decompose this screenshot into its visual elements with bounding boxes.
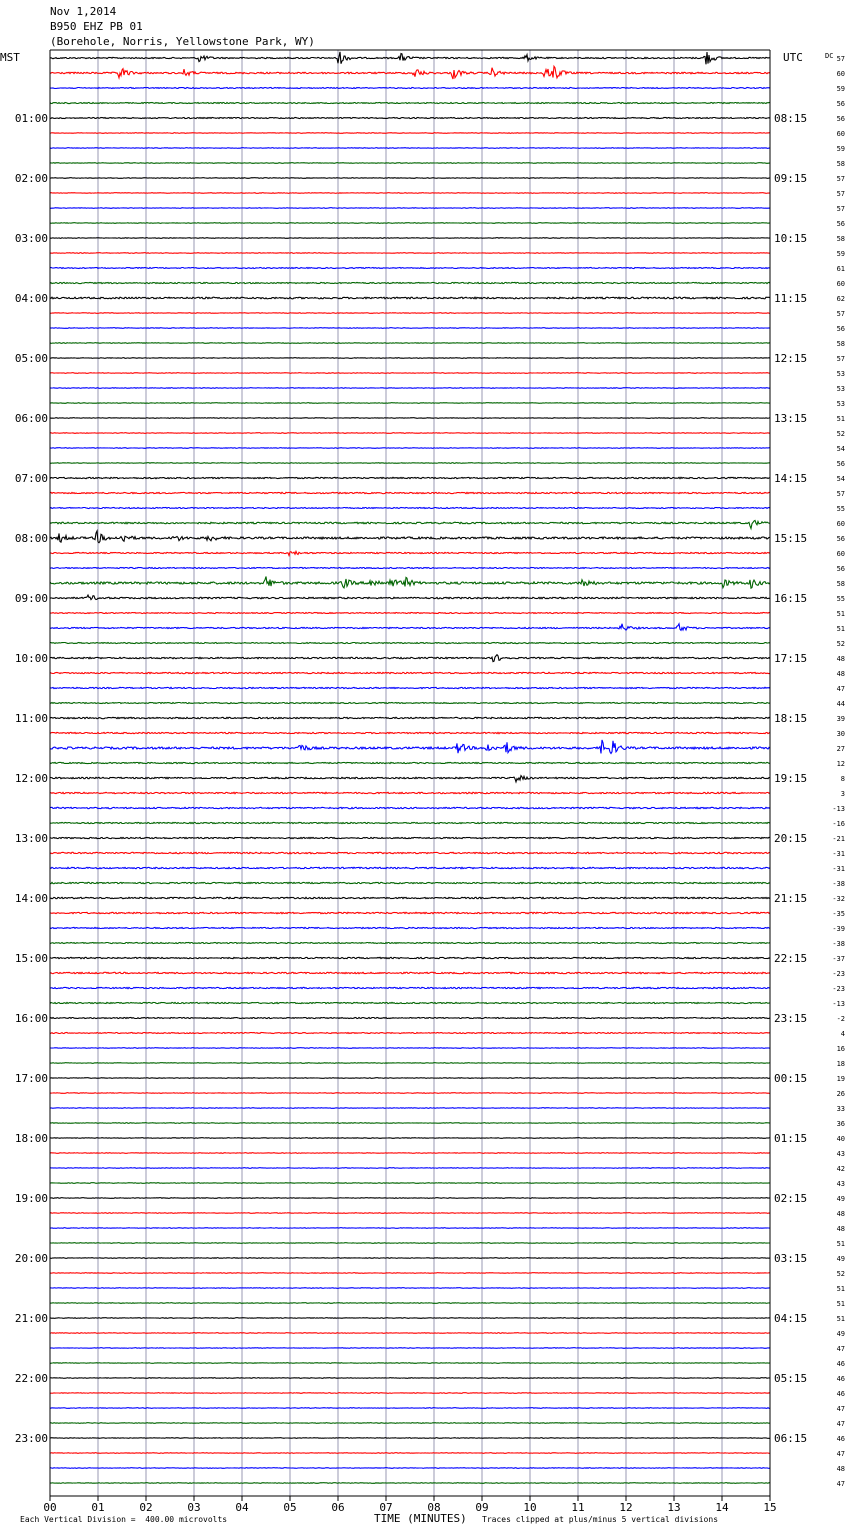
seismic-trace (50, 313, 770, 314)
dc-offset-value: 46 (836, 1375, 845, 1383)
utc-hour-label: 21:15 (774, 892, 808, 905)
mst-hour-label: 07:00 (14, 472, 48, 485)
seismic-trace (50, 624, 770, 631)
x-tick-label: 02 (139, 1501, 153, 1514)
header-station: B950 EHZ PB 01 (50, 20, 143, 33)
chart-frame (50, 50, 770, 1496)
dc-offset-value: 54 (836, 475, 845, 483)
seismic-trace (50, 807, 770, 808)
mst-axis-label: MST (0, 51, 20, 64)
dc-offset-value: 48 (836, 670, 845, 678)
dc-offset-value: 47 (836, 1420, 845, 1428)
seismic-trace (50, 577, 770, 589)
mst-hour-label: 05:00 (14, 352, 48, 365)
dc-offset-value: 57 (836, 355, 845, 363)
dc-offset-value: 8 (840, 775, 845, 783)
dc-offset-value: 53 (836, 400, 845, 408)
seismic-trace (50, 972, 770, 973)
seismic-trace (50, 268, 770, 269)
seismic-trace (50, 1002, 770, 1003)
utc-hour-label: 13:15 (774, 412, 808, 425)
dc-offset-value: 47 (836, 685, 845, 693)
dc-offset-value: 46 (836, 1390, 845, 1398)
seismic-trace (50, 1063, 770, 1064)
dc-offset-value: 56 (836, 460, 845, 468)
seismic-trace (50, 66, 770, 79)
dc-offset-value: 48 (836, 1210, 845, 1218)
utc-hour-label: 06:15 (774, 1432, 808, 1445)
seismic-trace (50, 1363, 770, 1364)
seismic-trace (50, 403, 770, 404)
seismic-trace (50, 852, 770, 853)
dc-offset-value: 57 (836, 205, 845, 213)
utc-hour-label: 14:15 (774, 472, 808, 485)
seismic-trace (50, 492, 770, 493)
seismic-trace (50, 740, 770, 754)
seismic-trace (50, 1303, 770, 1304)
seismic-trace (50, 163, 770, 164)
x-tick-label: 10 (523, 1501, 537, 1514)
seismic-trace (50, 822, 770, 823)
seismic-trace (50, 837, 770, 838)
dc-offset-value: 49 (836, 1255, 845, 1263)
dc-offset-value: 40 (836, 1135, 845, 1143)
axis-labels (0, 51, 845, 1514)
x-tick-label: 13 (667, 1501, 681, 1514)
seismic-trace (50, 52, 770, 65)
dc-offset-value: 51 (836, 625, 845, 633)
dc-offset-value: -31 (832, 865, 845, 873)
seismic-trace (50, 238, 770, 239)
utc-hour-label: 05:15 (774, 1372, 808, 1385)
dc-offset-value: 49 (836, 1195, 845, 1203)
seismic-trace (50, 568, 770, 569)
dc-offset-value: 61 (836, 265, 845, 273)
seismic-trace (50, 253, 770, 254)
seismic-trace (50, 643, 770, 644)
utc-hour-label: 22:15 (774, 952, 808, 965)
seismic-trace (50, 912, 770, 913)
x-tick-label: 08 (427, 1501, 441, 1514)
utc-hour-label: 17:15 (774, 652, 808, 665)
dc-offset-value: 56 (836, 565, 845, 573)
dc-offset-value: 60 (836, 280, 845, 288)
utc-hour-label: 02:15 (774, 1192, 808, 1205)
dc-offset-value: 59 (836, 85, 845, 93)
dc-offset-value: 27 (836, 745, 845, 753)
header-location: (Borehole, Norris, Yellowstone Park, WY) (50, 35, 315, 48)
dc-offset-value: 60 (836, 550, 845, 558)
utc-hour-label: 00:15 (774, 1072, 808, 1085)
seismic-trace (50, 1213, 770, 1214)
seismic-trace (50, 178, 770, 179)
mst-hour-label: 20:00 (14, 1252, 48, 1265)
seismic-trace (50, 613, 770, 614)
seismic-trace (50, 208, 770, 209)
seismic-trace (50, 1138, 770, 1139)
dc-offset-value: 55 (836, 595, 845, 603)
trace-group (50, 52, 770, 1484)
seismic-trace (50, 1108, 770, 1109)
seismic-trace (50, 1348, 770, 1349)
dc-offset-value: 3 (840, 790, 845, 798)
dc-offset-value: -38 (832, 880, 845, 888)
seismic-trace (50, 118, 770, 119)
dc-offset-value: 18 (836, 1060, 845, 1068)
dc-offset-value: 36 (836, 1120, 845, 1128)
seismic-trace (50, 388, 770, 389)
seismic-trace (50, 193, 770, 194)
mst-hour-label: 01:00 (14, 112, 48, 125)
dc-offset-value: 49 (836, 1330, 845, 1338)
dc-offset-value: 51 (836, 1240, 845, 1248)
dc-offset-value: 57 (836, 55, 845, 63)
mst-hour-label: 04:00 (14, 292, 48, 305)
mst-hour-label: 15:00 (14, 952, 48, 965)
seismic-trace (50, 1048, 770, 1049)
dc-offset-value: -37 (832, 955, 845, 963)
mst-hour-label: 08:00 (14, 532, 48, 545)
dc-offset-value: 47 (836, 1345, 845, 1353)
dc-offset-value: 19 (836, 1075, 845, 1083)
x-tick-label: 07 (379, 1501, 393, 1514)
seismic-trace (50, 328, 770, 329)
dc-offset-value: 26 (836, 1090, 845, 1098)
utc-hour-label: 09:15 (774, 172, 808, 185)
dc-offset-value: 51 (836, 1315, 845, 1323)
dc-offset-value: 51 (836, 610, 845, 618)
dc-offset-value: 59 (836, 145, 845, 153)
seismic-trace (50, 1183, 770, 1184)
seismic-trace (50, 148, 770, 149)
x-tick-label: 15 (763, 1501, 777, 1514)
dc-offset-value: 58 (836, 160, 845, 168)
dc-offset-value: 51 (836, 1300, 845, 1308)
utc-hour-label: 08:15 (774, 112, 808, 125)
dc-offset-value: 54 (836, 445, 845, 453)
seismic-trace (50, 1453, 770, 1454)
dc-offset-value: 46 (836, 1360, 845, 1368)
mst-hour-label: 09:00 (14, 592, 48, 605)
dc-offset-value: 43 (836, 1150, 845, 1158)
dc-offset-value: 58 (836, 580, 845, 588)
seismic-trace (50, 1273, 770, 1274)
mst-hour-label: 19:00 (14, 1192, 48, 1205)
dc-offset-value: -32 (832, 895, 845, 903)
dc-offset-value: -16 (832, 820, 845, 828)
dc-offset-value: 60 (836, 520, 845, 528)
dc-offset-value: 60 (836, 70, 845, 78)
seismic-trace (50, 373, 770, 374)
dc-offset-value: 52 (836, 640, 845, 648)
seismic-trace (50, 477, 770, 478)
dc-label: DC (825, 52, 834, 60)
dc-offset-value: 48 (836, 1465, 845, 1473)
mst-hour-label: 14:00 (14, 892, 48, 905)
dc-offset-value: 57 (836, 490, 845, 498)
utc-hour-label: 19:15 (774, 772, 808, 785)
dc-offset-value: 48 (836, 1225, 845, 1233)
mst-hour-label: 17:00 (14, 1072, 48, 1085)
seismic-trace (50, 703, 770, 704)
seismic-trace (50, 508, 770, 509)
seismic-trace (50, 358, 770, 359)
seismic-trace (50, 1393, 770, 1394)
seismic-trace (50, 1333, 770, 1334)
x-tick-label: 06 (331, 1501, 345, 1514)
seismic-trace (50, 776, 770, 782)
seismic-trace (50, 1198, 770, 1199)
seismic-trace (50, 448, 770, 449)
mst-hour-label: 22:00 (14, 1372, 48, 1385)
seismic-trace (50, 433, 770, 434)
seismic-trace (50, 343, 770, 344)
dc-offset-value: 12 (836, 760, 845, 768)
seismic-trace (50, 297, 770, 299)
seismic-trace (50, 897, 770, 898)
mst-hour-label: 16:00 (14, 1012, 48, 1025)
dc-offset-value: 55 (836, 505, 845, 513)
seismic-trace (50, 1243, 770, 1244)
seismic-trace (50, 762, 770, 763)
dc-offset-value: 59 (836, 250, 845, 258)
seismic-trace (50, 867, 770, 868)
dc-offset-value: 57 (836, 190, 845, 198)
scale-note: Each Vertical Division = 400.00 microvolts (20, 1515, 228, 1524)
dc-offset-value: -35 (832, 910, 845, 918)
dc-offset-value: -13 (832, 805, 845, 813)
dc-offset-value: 47 (836, 1450, 845, 1458)
seismic-trace (50, 1288, 770, 1289)
mst-hour-label: 06:00 (14, 412, 48, 425)
dc-offset-value: 56 (836, 535, 845, 543)
x-tick-label: 05 (283, 1501, 297, 1514)
seismic-trace (50, 987, 770, 988)
dc-offset-value: 57 (836, 175, 845, 183)
dc-offset-value: 52 (836, 430, 845, 438)
mst-hour-label: 18:00 (14, 1132, 48, 1145)
seismic-trace (50, 531, 770, 543)
x-tick-label: 01 (91, 1501, 105, 1514)
seismic-trace (50, 595, 770, 600)
seismic-trace (50, 1018, 770, 1019)
dc-offset-value: 44 (836, 700, 845, 708)
seismic-trace (50, 223, 770, 224)
seismic-trace (50, 1168, 770, 1169)
dc-offset-value: 30 (836, 730, 845, 738)
seismic-trace (50, 732, 770, 733)
dc-offset-value: -39 (832, 925, 845, 933)
seismic-trace (50, 672, 770, 673)
seismic-trace (50, 1033, 770, 1034)
seismic-trace (50, 1408, 770, 1409)
seismic-trace (50, 1423, 770, 1424)
dc-offset-value: 57 (836, 310, 845, 318)
dc-offset-value: 48 (836, 655, 845, 663)
dc-offset-value: 51 (836, 415, 845, 423)
dc-offset-value: 56 (836, 220, 845, 228)
seismic-trace (50, 1078, 770, 1079)
dc-offset-value: 33 (836, 1105, 845, 1113)
seismic-trace (50, 957, 770, 958)
dc-offset-value: 60 (836, 130, 845, 138)
utc-hour-label: 01:15 (774, 1132, 808, 1145)
dc-offset-value: -2 (836, 1015, 845, 1023)
dc-offset-value: 53 (836, 370, 845, 378)
x-tick-label: 12 (619, 1501, 633, 1514)
mst-hour-label: 03:00 (14, 232, 48, 245)
utc-hour-label: 04:15 (774, 1312, 808, 1325)
mst-hour-label: 13:00 (14, 832, 48, 845)
utc-hour-label: 11:15 (774, 292, 808, 305)
dc-offset-value: 47 (836, 1405, 845, 1413)
dc-offset-value: 16 (836, 1045, 845, 1053)
dc-offset-value: 39 (836, 715, 845, 723)
dc-offset-value: 58 (836, 235, 845, 243)
seismic-trace (50, 943, 770, 944)
mst-hour-label: 12:00 (14, 772, 48, 785)
x-tick-label: 11 (571, 1501, 585, 1514)
seismic-trace (50, 1258, 770, 1259)
seismic-trace (50, 882, 770, 883)
seismic-trace (50, 1123, 770, 1124)
dc-offset-value: -13 (832, 1000, 845, 1008)
utc-hour-label: 03:15 (774, 1252, 808, 1265)
utc-axis-label: UTC (783, 51, 803, 64)
seismic-trace (50, 717, 770, 718)
seismic-trace (50, 1378, 770, 1379)
dc-offset-value: -21 (832, 835, 845, 843)
seismic-trace (50, 133, 770, 134)
seismic-trace (50, 1093, 770, 1094)
dc-offset-value: -31 (832, 850, 845, 858)
chart-grid (98, 50, 722, 1496)
utc-hour-label: 18:15 (774, 712, 808, 725)
seismic-trace (50, 927, 770, 928)
seismic-trace (50, 1318, 770, 1319)
x-tick-label: 03 (187, 1501, 201, 1514)
clip-note: Traces clipped at plus/minus 5 vertical divisions (482, 1515, 719, 1524)
dc-offset-value: 56 (836, 325, 845, 333)
utc-hour-label: 10:15 (774, 232, 808, 245)
seismic-trace (50, 1153, 770, 1154)
x-tick-label: 09 (475, 1501, 489, 1514)
dc-offset-value: 52 (836, 1270, 845, 1278)
x-tick-label: 14 (715, 1501, 729, 1514)
dc-offset-value: 42 (836, 1165, 845, 1173)
seismic-trace (50, 1438, 770, 1439)
dc-offset-value: 4 (840, 1030, 845, 1038)
header-date: Nov 1,2014 (50, 5, 117, 18)
seismic-trace (50, 88, 770, 89)
dc-offset-value: 62 (836, 295, 845, 303)
dc-offset-value: 53 (836, 385, 845, 393)
mst-hour-label: 23:00 (14, 1432, 48, 1445)
utc-hour-label: 23:15 (774, 1012, 808, 1025)
dc-offset-value: 56 (836, 100, 845, 108)
dc-offset-value: 43 (836, 1180, 845, 1188)
x-tick-label: 00 (43, 1501, 57, 1514)
seismic-trace (50, 1483, 770, 1484)
utc-hour-label: 12:15 (774, 352, 808, 365)
dc-offset-value: -23 (832, 970, 845, 978)
seismic-trace (50, 418, 770, 419)
utc-hour-label: 15:15 (774, 532, 808, 545)
dc-offset-value: -38 (832, 940, 845, 948)
mst-hour-label: 02:00 (14, 172, 48, 185)
dc-offset-value: 58 (836, 340, 845, 348)
dc-offset-value: 47 (836, 1480, 845, 1488)
dc-offset-value: -23 (832, 985, 845, 993)
mst-hour-label: 21:00 (14, 1312, 48, 1325)
seismic-trace (50, 687, 770, 688)
x-tick-label: 04 (235, 1501, 249, 1514)
seismic-trace (50, 282, 770, 283)
seismic-trace (50, 520, 770, 528)
seismic-trace (50, 1468, 770, 1469)
seismic-trace (50, 655, 770, 662)
seismic-trace (50, 463, 770, 464)
seismic-trace (50, 792, 770, 793)
dc-offset-value: 46 (836, 1435, 845, 1443)
mst-hour-label: 10:00 (14, 652, 48, 665)
seismic-trace (50, 103, 770, 104)
utc-hour-label: 16:15 (774, 592, 808, 605)
utc-hour-label: 20:15 (774, 832, 808, 845)
seismic-trace (50, 551, 770, 555)
mst-hour-label: 11:00 (14, 712, 48, 725)
dc-offset-value: 56 (836, 115, 845, 123)
dc-offset-value: 51 (836, 1285, 845, 1293)
x-axis-title: TIME (MINUTES) (374, 1512, 467, 1525)
seismic-trace (50, 1228, 770, 1229)
